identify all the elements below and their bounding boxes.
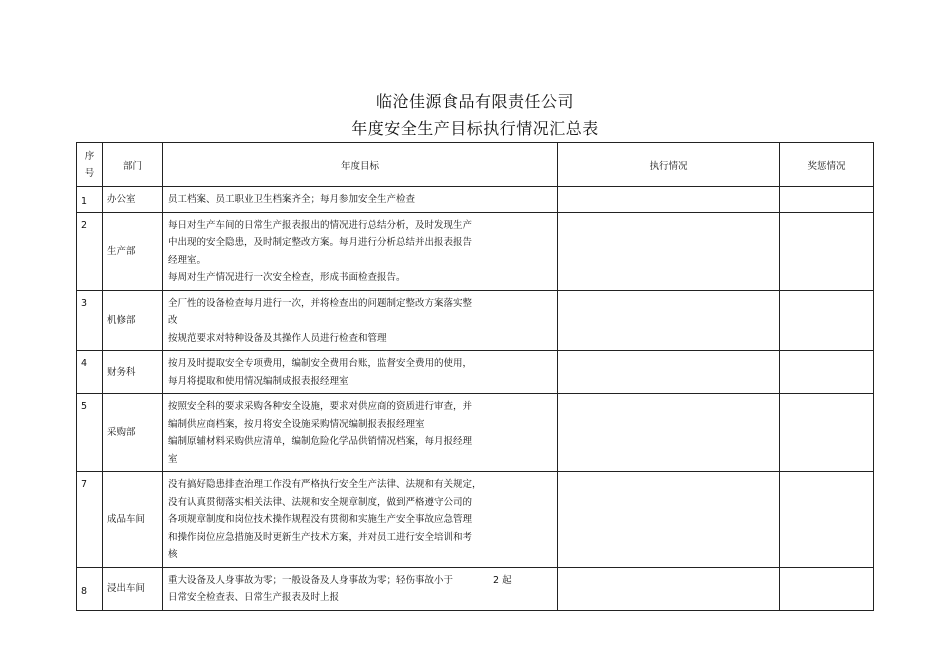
table-row <box>77 394 874 472</box>
row-reward <box>780 567 874 610</box>
header-seq <box>77 143 103 187</box>
goal-line: 按月及时提取安全专项费用，编制安全费用台账，监督安全费用的使用， <box>168 358 473 369</box>
row-reward <box>780 472 874 568</box>
row-seq: 8 <box>77 567 103 610</box>
row-reward <box>780 187 874 213</box>
row-dept: 采购部 <box>103 394 163 472</box>
header-seq-line1: 序 <box>84 150 95 162</box>
row-goal <box>163 351 558 394</box>
row-seq: 7 <box>77 472 103 568</box>
goal-line: 核 <box>168 549 178 560</box>
row-seq: 2 <box>77 212 103 290</box>
goal-line: 按规范要求对特种设备及其操作人员进行检查和管理 <box>168 332 387 344</box>
goal-line: 经理室。 <box>168 254 207 266</box>
row-execution <box>558 290 780 351</box>
row-dept: 财务科 <box>103 351 163 394</box>
goal-line: 和操作岗位应急措施及时更新生产技术方案，并对员工进行安全培训和考 <box>168 531 473 543</box>
header-execution: 执行情况 <box>558 143 780 187</box>
goal-line: 按照安全科的要求采购各种安全设施，要求对供应商的资质进行审查，并 <box>168 401 473 412</box>
row-execution <box>558 472 780 568</box>
goal-line: 没有搞好隐患排查治理工作没有严格执行安全生产法律、法规和有关规定， <box>168 479 482 490</box>
table-row <box>77 212 874 290</box>
row-execution <box>558 567 780 610</box>
header-goal: 年度目标 <box>163 143 558 187</box>
goal-line: 员工档案、员工职业卫生档案齐全；每月参加安全生产检查 <box>168 194 416 205</box>
goal-tail-count: 2 起 <box>493 574 512 586</box>
company-title: 临沧佳源食品有限责任公司 <box>375 92 574 111</box>
header-reward: 奖惩情况 <box>780 143 874 187</box>
table-body <box>77 187 874 611</box>
table-row <box>77 567 874 610</box>
table-row <box>77 472 874 568</box>
goal-line: 没有认真贯彻落实相关法律、法规和安全规章制度，做到严格遵守公司的 <box>168 496 473 508</box>
report-title: 年度安全生产目标执行情况汇总表 <box>351 119 599 138</box>
row-reward <box>780 290 874 351</box>
table-row <box>77 290 874 351</box>
goal-line: 各项规章制度和岗位技术操作规程没有贯彻和实施生产安全事故应急管理 <box>168 514 473 525</box>
goal-line: 全厂性的设备检查每月进行一次，并将检查出的问题制定整改方案落实整 <box>168 297 473 309</box>
header-seq-line2: 号 <box>84 167 95 179</box>
row-goal <box>163 394 558 472</box>
row-goal <box>163 212 558 290</box>
row-execution <box>558 212 780 290</box>
row-goal <box>163 472 558 568</box>
goal-line: 每周对生产情况进行一次安全检查，形成书面检查报告。 <box>168 272 406 283</box>
row-seq: 1 <box>77 187 103 213</box>
row-execution <box>558 351 780 394</box>
goal-line: 改 <box>168 315 178 326</box>
table-header-row <box>77 143 874 187</box>
row-dept: 办公室 <box>103 187 163 213</box>
goal-line: 重大设备及人身事故为零；一般设备及人身事故为零；轻伤事故小于 2 起 <box>168 572 553 590</box>
goal-line: 日常安全检查表、日常生产报表及时上报 <box>168 592 340 603</box>
goal-line: 中出现的安全隐患，及时制定整改方案。每月进行分析总结并出报表报告 <box>168 237 473 248</box>
row-seq: 5 <box>77 394 103 472</box>
row-execution <box>558 394 780 472</box>
row-reward <box>780 212 874 290</box>
row-execution <box>558 187 780 213</box>
goal-line: 每月将提取和使用情况编制成报表报经理室 <box>168 375 349 387</box>
row-goal <box>163 187 558 213</box>
table-row <box>77 351 874 394</box>
summary-table <box>76 142 874 611</box>
row-dept: 成品车间 <box>103 472 163 568</box>
row-goal <box>163 290 558 351</box>
goal-line: 每日对生产车间的日常生产报表报出的情况进行总结分析，及时发现生产 <box>168 219 473 231</box>
row-reward <box>780 351 874 394</box>
row-reward <box>780 394 874 472</box>
header-dept: 部门 <box>103 143 163 187</box>
goal-line: 编制原辅材料采购供应清单，编制危险化学品供销情况档案，每月报经理 <box>168 436 473 447</box>
goal-line: 编制供应商档案，按月将安全设施采购情况编制报表报经理室 <box>168 418 425 430</box>
row-dept: 机修部 <box>103 290 163 351</box>
row-seq: 4 <box>77 351 103 394</box>
row-goal <box>163 567 558 610</box>
goal-line: 室 <box>168 453 178 465</box>
row-dept: 生产部 <box>103 212 163 290</box>
row-dept: 浸出车间 <box>103 567 163 610</box>
row-seq: 3 <box>77 290 103 351</box>
table-row <box>77 187 874 213</box>
